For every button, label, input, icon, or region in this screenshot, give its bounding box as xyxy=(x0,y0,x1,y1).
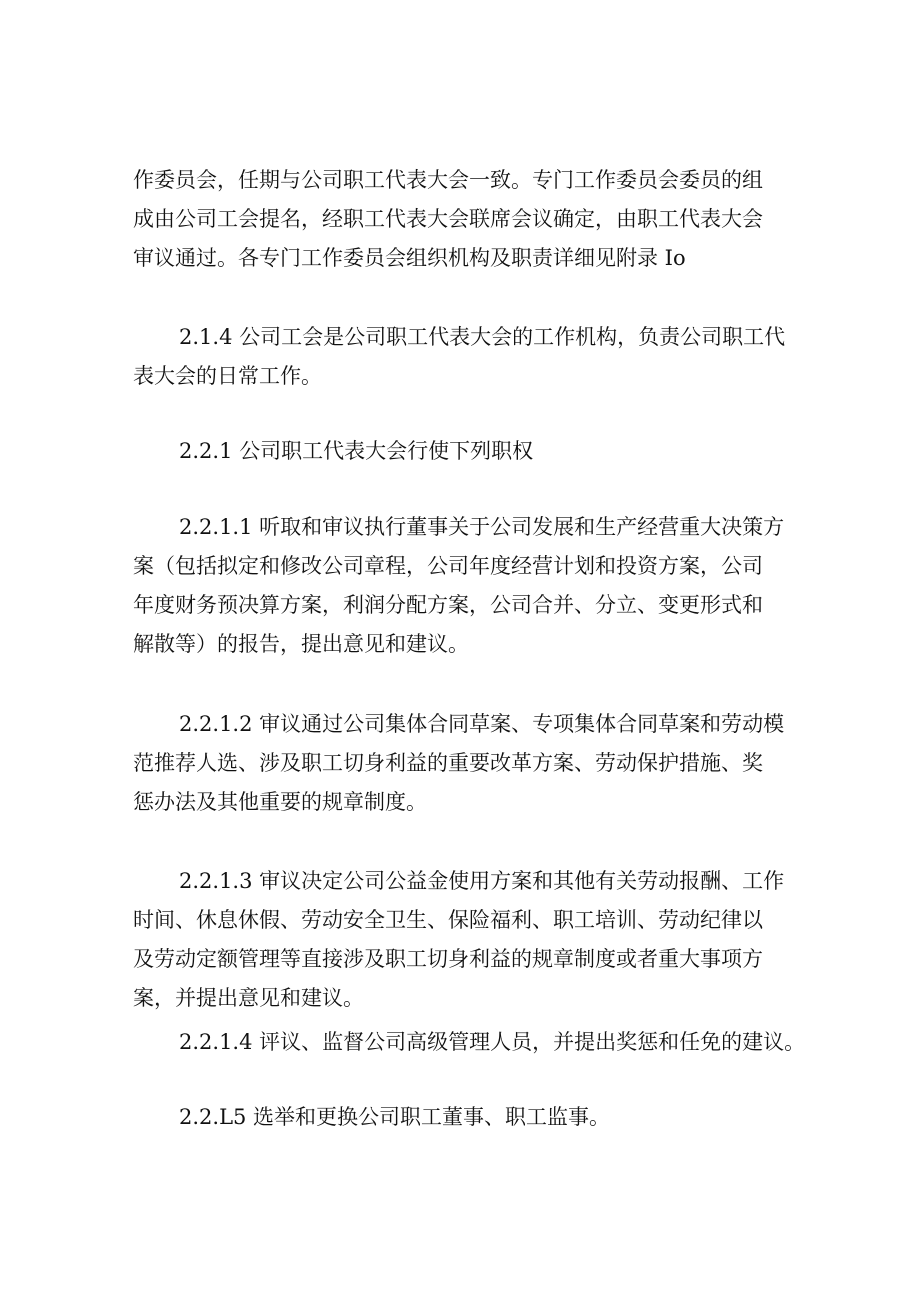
paragraph-line: 时间、休息休假、劳动安全卫生、保险福利、职工培训、劳动纪律以 xyxy=(133,908,763,932)
paragraph-line: 2.2.1.4 评议、监督公司高级管理人员，并提出奖惩和任免的建议。 xyxy=(179,1030,806,1054)
paragraph-line: 审议通过。各专门工作委员会组织机构及职责详细见附录 Io xyxy=(133,246,686,270)
paragraph-line: 成由公司工会提名，经职工代表大会联席会议确定，由职工代表大会 xyxy=(133,207,763,231)
section-heading: 2.2.1 公司职工代表大会行使下列职权 xyxy=(179,439,534,463)
paragraph-line: 2.2.1.3 审议决定公司公益金使用方案和其他有关劳动报酬、工作 xyxy=(179,869,785,893)
paragraph-line: 2.2.L5 选举和更换公司职工董事、职工监事。 xyxy=(179,1105,611,1129)
paragraph-line: 2.2.1.1 听取和审议执行董事关于公司发展和生产经营重大决策方 xyxy=(179,515,785,539)
paragraph-committee-term xyxy=(133,161,793,278)
paragraph-2-2-1-4 xyxy=(133,1023,806,1062)
paragraph-line: 惩办法及其他重要的规章制度。 xyxy=(133,790,427,814)
paragraph-line: 作委员会，任期与公司职工代表大会一致。专门工作委员会委员的组 xyxy=(133,168,763,192)
paragraph-2-1-4 xyxy=(133,318,793,396)
paragraph-line: 解散等）的报告，提出意见和建议。 xyxy=(133,632,469,656)
paragraph-2-2-1-3 xyxy=(133,862,793,1018)
paragraph-line: 2.1.4 公司工会是公司职工代表大会的工作机构，负责公司职工代 xyxy=(179,325,786,349)
paragraph-line: 2.2.1.2 审议通过公司集体合同草案、专项集体合同草案和劳动模 xyxy=(179,712,785,736)
paragraph-line: 案，并提出意见和建议。 xyxy=(133,986,364,1010)
paragraph-2-2-1-5 xyxy=(133,1098,793,1137)
paragraph-2-2-1-1 xyxy=(133,508,793,664)
paragraph-line: 表大会的日常工作。 xyxy=(133,364,322,388)
paragraph-line: 年度财务预决算方案，利润分配方案，公司合并、分立、变更形式和 xyxy=(133,593,763,617)
paragraph-line: 及劳动定额管理等直接涉及职工切身利益的规章制度或者重大事项方 xyxy=(133,947,763,971)
paragraph-line: 案（包括拟定和修改公司章程，公司年度经营计划和投资方案，公司 xyxy=(133,554,763,578)
paragraph-2-2-1-2 xyxy=(133,705,793,822)
heading-2-2-1 xyxy=(133,432,793,471)
paragraph-line: 范推荐人选、涉及职工切身利益的重要改革方案、劳动保护措施、奖 xyxy=(133,751,763,775)
